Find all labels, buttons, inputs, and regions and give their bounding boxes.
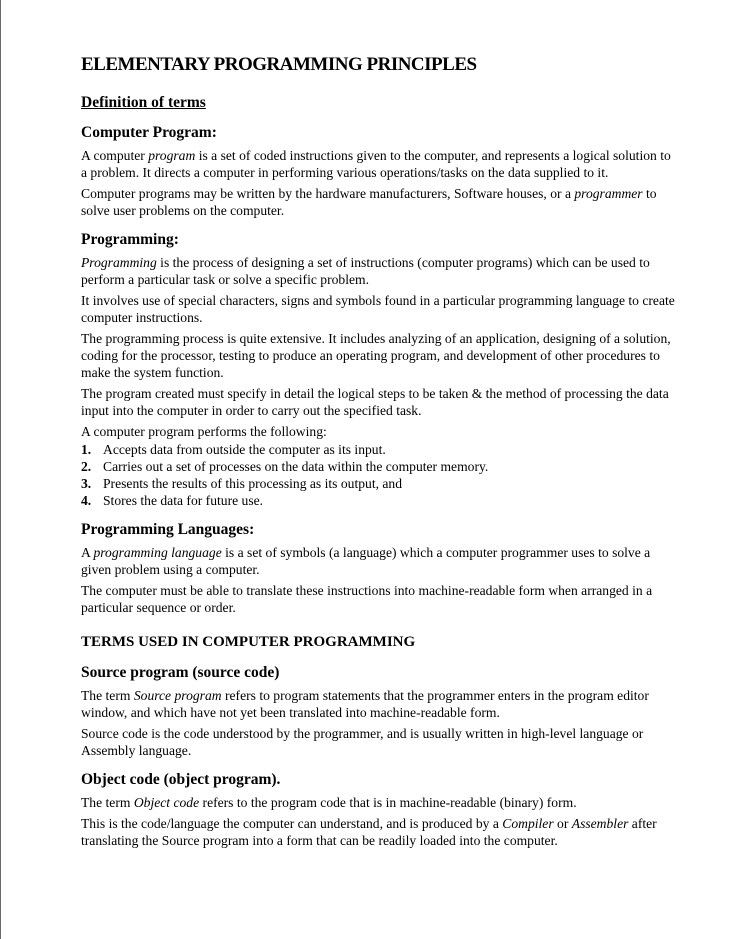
list-item: [81, 475, 677, 492]
italic-term: program: [148, 148, 196, 163]
italic-term: programming language: [93, 545, 222, 560]
text-run: or: [553, 816, 572, 831]
heading-object-code: Object code (object program).: [81, 771, 281, 788]
list-text: Carries out a set of processes on the data within the computer memory.: [103, 459, 489, 474]
text-run: is a set of coded instructions given to the computer, and represents a logical solution to a problem. It directs a computer in performing various operations/tasks on the data supplied to it.: [81, 148, 671, 180]
heading-programming: Programming:: [81, 231, 179, 248]
heading-terms: TERMS USED IN COMPUTER PROGRAMMING: [81, 634, 416, 650]
text-run: is a set of symbols (a language) which a computer programmer uses to solve a given problem using a computer.: [81, 545, 651, 577]
text-run: This is the code/language the computer can understand, and is produced by a: [81, 816, 503, 831]
list-number: 4.: [81, 493, 92, 508]
heading-source-program: Source program (source code): [81, 664, 280, 681]
italic-term: Assembler: [571, 816, 629, 831]
text-run: after translating the Source program into a form that can be readily loaded into the computer.: [81, 816, 657, 848]
italic-term: Compiler: [502, 816, 554, 831]
italic-term: programmer: [574, 186, 643, 201]
paragraph: A computer program performs the following:: [81, 424, 327, 439]
italic-term: Programming: [81, 255, 157, 270]
text-run: The term: [81, 688, 134, 703]
list-number: 2.: [81, 459, 92, 474]
text-run: refers to program statements that the programmer enters in the program editor window, and which have not yet been translated into machine-readable form.: [81, 688, 649, 720]
text-run: to solve user problems on the computer.: [81, 186, 657, 218]
list-item: [81, 492, 677, 509]
paragraph: The programming process is quite extensive. It includes analyzing of an application, designing of a solution, coding for the processor, testing to produce an operating program, and development of other procedures to make the system function.: [81, 331, 671, 380]
paragraph: The program created must specify in detail the logical steps to be taken & the method of processing the data input into the computer in order to carry out the specified task.: [81, 386, 669, 418]
paragraph: [81, 794, 677, 811]
paragraph: Source code is the code understood by the programmer, and is usually written in high-level language or Assembly language.: [81, 726, 644, 758]
paragraph: [81, 147, 677, 181]
heading-computer-program: Computer Program:: [81, 124, 217, 141]
paragraph: The computer must be able to translate these instructions into machine-readable form when arranged in a particular sequence or order.: [81, 583, 653, 615]
text-run: refers to the program code that is in machine-readable (binary) form.: [199, 795, 577, 810]
list-item: [81, 458, 677, 475]
paragraph: [81, 254, 677, 288]
italic-term: Object code: [133, 795, 200, 810]
numbered-list: [81, 441, 677, 509]
heading-programming-languages: Programming Languages:: [81, 521, 255, 538]
paragraph: [81, 185, 677, 219]
list-text: Stores the data for future use.: [103, 493, 264, 508]
list-number: 1.: [81, 442, 92, 457]
paragraph: [81, 687, 677, 721]
paragraph: It involves use of special characters, signs and symbols found in a particular programming language to create computer instructions.: [81, 293, 675, 325]
paragraph: [81, 544, 677, 578]
list-text: Accepts data from outside the computer as its input.: [103, 442, 386, 457]
text-run: A computer: [81, 148, 149, 163]
italic-term: Source program: [133, 688, 222, 703]
text-run: The term: [81, 795, 134, 810]
list-text: Presents the results of this processing as its output, and: [103, 476, 403, 491]
section-subtitle: Definition of terms: [81, 94, 206, 111]
text-run: A: [81, 545, 94, 560]
document-title: ELEMENTARY PROGRAMMING PRINCIPLES: [81, 54, 477, 75]
list-number: 3.: [81, 476, 92, 491]
text-run: Computer programs may be written by the hardware manufacturers, Software houses, or a: [81, 186, 575, 201]
paragraph: [81, 815, 677, 849]
list-item: [81, 441, 677, 458]
text-run: is the process of designing a set of instructions (computer programs) which can be used to perform a particular task or solve a specific problem.: [81, 255, 650, 287]
